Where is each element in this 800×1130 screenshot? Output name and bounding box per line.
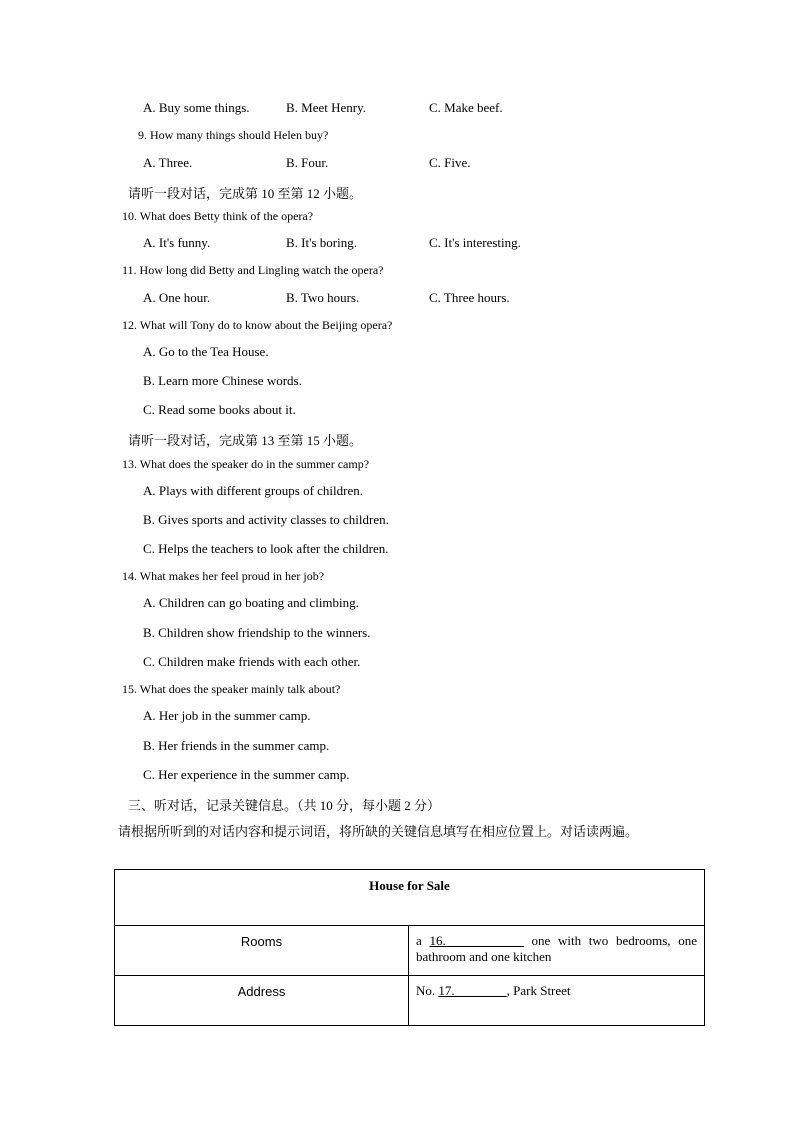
table-title-row	[115, 870, 705, 926]
address-pre: No.	[416, 983, 439, 998]
q10-option-c: C. It's interesting.	[429, 235, 521, 250]
q11-option-b: B. Two hours.	[286, 290, 360, 305]
q11-option-c: C. Three hours.	[429, 290, 510, 305]
q15-option-a: A. Her job in the summer camp.	[143, 708, 311, 723]
q13-question: 13. What does the speaker do in the summer camp?	[122, 457, 370, 471]
rooms-post: one with two bedrooms, one bathroom and one kitchen	[416, 933, 698, 964]
q10-options	[0, 235, 800, 253]
q15-question: 15. What does the speaker mainly talk about?	[122, 682, 341, 696]
instruction-10-12: 请听一段对话，完成第 10 至第 12 小题。	[128, 186, 363, 201]
q8-options	[0, 100, 800, 118]
address-label: Address	[115, 976, 409, 1026]
q9-option-c: C. Five.	[429, 155, 471, 170]
rooms-label: Rooms	[115, 926, 409, 976]
q15-option-c: C. Her experience in the summer camp.	[143, 767, 350, 782]
address-value	[409, 976, 705, 1026]
q10-option-b: B. It's boring.	[286, 235, 357, 250]
q11-question: 11. How long did Betty and Lingling watch the opera?	[122, 263, 384, 277]
instruction-13-15: 请听一段对话，完成第 13 至第 15 小题。	[128, 433, 363, 448]
q9-option-b: B. Four.	[286, 155, 329, 170]
q13-option-c: C. Helps the teachers to look after the children.	[143, 541, 389, 556]
table-row	[115, 976, 705, 1026]
q8-option-b: B. Meet Henry.	[286, 100, 367, 115]
q14-option-a: A. Children can go boating and climbing.	[143, 595, 359, 610]
q11-options	[0, 290, 800, 308]
house-for-sale-table	[114, 869, 705, 1026]
q10-question: 10. What does Betty think of the opera?	[122, 209, 314, 223]
address-post: , Park Street	[506, 983, 571, 998]
q13-option-b: B. Gives sports and activity classes to children.	[143, 512, 389, 527]
q14-option-c: C. Children make friends with each other.	[143, 654, 361, 669]
q12-option-c: C. Read some books about it.	[143, 402, 296, 417]
q9-options	[0, 155, 800, 173]
section3-instruction: 请根据所听到的对话内容和提示词语，将所缺的关键信息填写在相应位置上。对话读两遍。	[118, 824, 639, 839]
q11-option-a: A. One hour.	[143, 290, 211, 305]
q9-question: 9. How many things should Helen buy?	[138, 128, 329, 142]
section3-title: 三、听对话，记录关键信息。（共 10 分，每小题 2 分）	[128, 798, 441, 813]
rooms-value	[409, 926, 705, 976]
rooms-pre: a	[416, 933, 430, 948]
table-title: House for Sale	[115, 870, 705, 926]
table-row	[115, 926, 705, 976]
q10-option-a: A. It's funny.	[143, 235, 211, 250]
q8-option-c: C. Make beef.	[429, 100, 503, 115]
q13-option-a: A. Plays with different groups of children.	[143, 483, 363, 498]
answer-blank-17[interactable]: 17.________	[438, 983, 507, 998]
q9-option-a: A. Three.	[143, 155, 193, 170]
q12-question: 12. What will Tony do to know about the Beijing opera?	[122, 318, 393, 332]
q14-option-b: B. Children show friendship to the winners.	[143, 625, 371, 640]
q14-question: 14. What makes her feel proud in her job?	[122, 569, 325, 583]
q15-option-b: B. Her friends in the summer camp.	[143, 738, 330, 753]
answer-blank-16[interactable]: 16.____________	[429, 933, 524, 948]
q12-option-a: A. Go to the Tea House.	[143, 344, 269, 359]
q12-option-b: B. Learn more Chinese words.	[143, 373, 302, 388]
q8-option-a: A. Buy some things.	[143, 100, 250, 115]
